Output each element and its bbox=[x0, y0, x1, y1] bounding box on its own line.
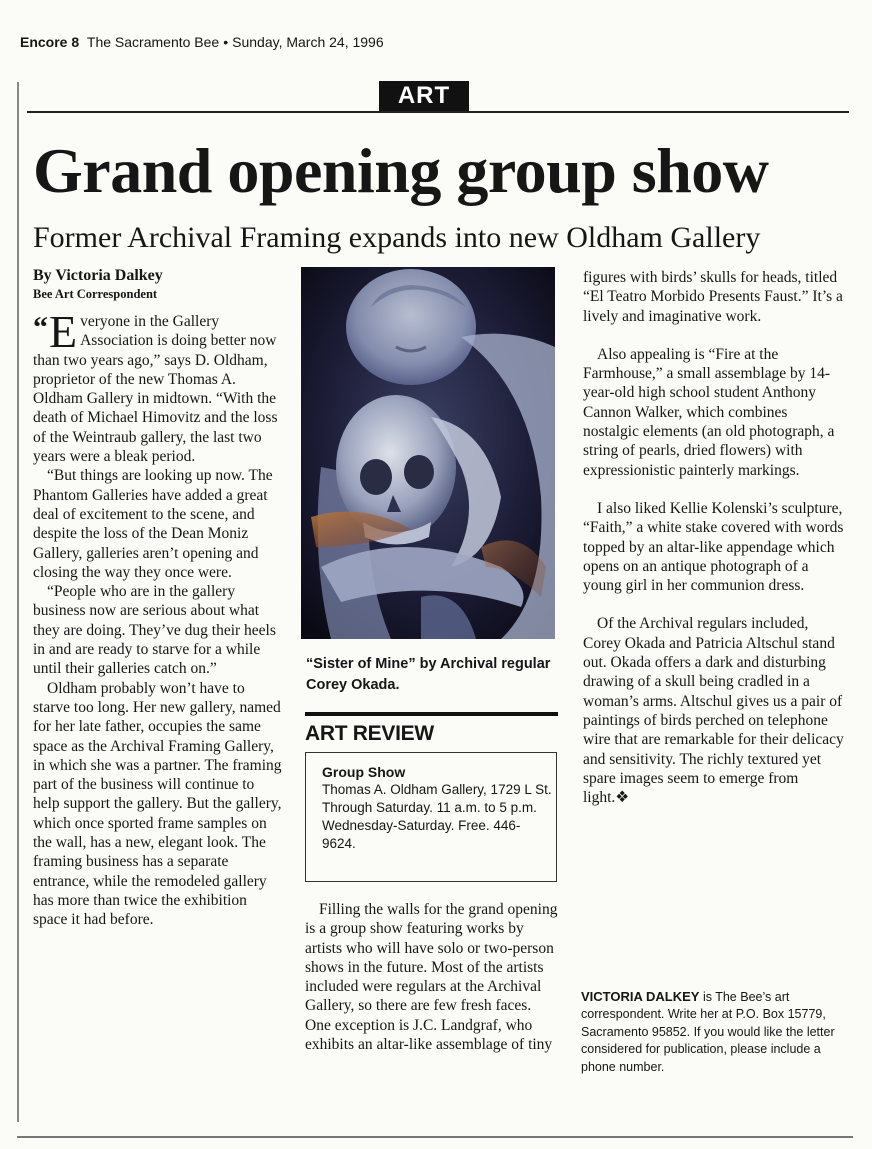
lead-paragraph bbox=[33, 306, 283, 466]
show-name: Group Show bbox=[322, 764, 406, 780]
quote-mark: “ bbox=[33, 311, 48, 344]
end-mark-icon: ❖ bbox=[615, 789, 630, 807]
byline-title: Bee Art Correspondent bbox=[33, 287, 158, 301]
drop-cap: E bbox=[49, 306, 78, 357]
newspaper-name: The Sacramento Bee bbox=[86, 34, 220, 50]
paragraph bbox=[583, 614, 845, 807]
show-details: Thomas A. Oldham Gallery, 1729 L St. Through Saturday. 11 a.m. to 5 p.m. Wednesday-Saturday. Free. 446-9624. bbox=[322, 782, 552, 851]
paragraph: “People who are in the gallery business now are serious about what they are doing. They’ve dug their heels in and are ready to starve for a while until their galleries catch on.” bbox=[33, 583, 276, 678]
article-column-3 bbox=[583, 268, 845, 807]
paragraph: Oldham probably won’t have to starve too long. Her new gallery, named for her late father, occupies the same space as the Archival Framing Gallery, in which she was a partner. The framing part of the business will continue to help support the gallery. But the gallery, which once sported frame samples on the wall, has a new, elegant look. The framing business has a separate entrance, while the remodeled gallery has more than twice the exhibition space it had before. bbox=[33, 679, 282, 929]
paragraph: Filling the walls for the grand opening is a group show featuring works by artists who will have solo or two-person shows in the future. Most of the artists included were regulars at the Archival Gallery, so there are few fresh faces. One exception is J.C. Landgraf, who exhibits an altar-like assemblage of tiny bbox=[305, 901, 558, 1054]
clipping-edge-left bbox=[17, 82, 19, 1122]
paragraph: Also appealing is “Fire at the Farmhouse,” a small assemblage by 14-year-old high school student Anthony Cannon Walker, which combines nostalgic elements (an old photograph, a string of pearls, dried flowers) with expressionistic painterly markings. bbox=[583, 345, 835, 479]
byline-name: By Victoria Dalkey bbox=[33, 267, 163, 284]
author-note bbox=[581, 988, 841, 1076]
paragraph-text: Of the Archival regulars included, Corey Okada and Patricia Altschul stand out. Okada offers a dark and disturbing drawing of a skull being cradled in a woman’s arms. Altschul gives us a pair of paintings of birds perched on telephone wire that are remarkable for their delicacy and sensitivity. The richly textured yet spare images seem to emerge from light. bbox=[583, 615, 844, 807]
issue-date: Sunday, March 24, 1996 bbox=[232, 34, 384, 50]
review-heading: ART REVIEW bbox=[305, 722, 434, 745]
paragraph: figures with birds’ skulls for heads, titled “El Teatro Morbido Presents Faust.” It’s a lively and imaginative work. bbox=[583, 269, 843, 325]
photo-caption: “Sister of Mine” by Archival regular Corey Okada. bbox=[306, 656, 551, 693]
author-name: VICTORIA DALKEY bbox=[581, 989, 700, 1004]
paragraph: “But things are looking up now. The Phantom Galleries have added a great deal of excitement to the scene, and despite the loss of the Dean Moniz Gallery, galleries aren’t opening and closing the way they once were. bbox=[33, 467, 273, 581]
section-label: Encore 8 bbox=[20, 34, 80, 50]
paragraph: I also liked Kellie Kolenski’s sculpture, “Faith,” a white stake covered with words topped by an altar-like appendage which opens on an antique photograph of a young girl in her communion dress. bbox=[583, 499, 844, 595]
subheadline: Former Archival Framing expands into new Oldham Gallery bbox=[33, 221, 761, 254]
section-tag: ART bbox=[379, 81, 469, 111]
section-rule bbox=[27, 111, 849, 113]
clipping-edge-bottom bbox=[17, 1136, 853, 1138]
page-header bbox=[20, 34, 384, 50]
article-column-1 bbox=[33, 266, 283, 930]
artwork-photo bbox=[301, 267, 555, 639]
headline: Grand opening group show bbox=[33, 135, 769, 206]
author-note-text: is The Bee’s art correspondent. Write her at P.O. Box 15779, Sacramento 95852. If you would like the letter considered for publication, please include a phone number. bbox=[581, 990, 835, 1074]
bullet-separator: • bbox=[223, 34, 229, 50]
review-rule bbox=[305, 712, 558, 716]
painting-illustration bbox=[301, 267, 555, 639]
review-info-box bbox=[305, 752, 557, 882]
lead-paragraph-text: veryone in the Gallery Association is doing better now than two years ago,” says D. Oldham, proprietor of the new Thomas A. Oldham Gallery in midtown. “With the death of Michael Himovitz and the loss of the Weintraub gallery, the last two years were a bleak period. bbox=[33, 313, 278, 466]
article-column-2 bbox=[305, 900, 560, 1054]
